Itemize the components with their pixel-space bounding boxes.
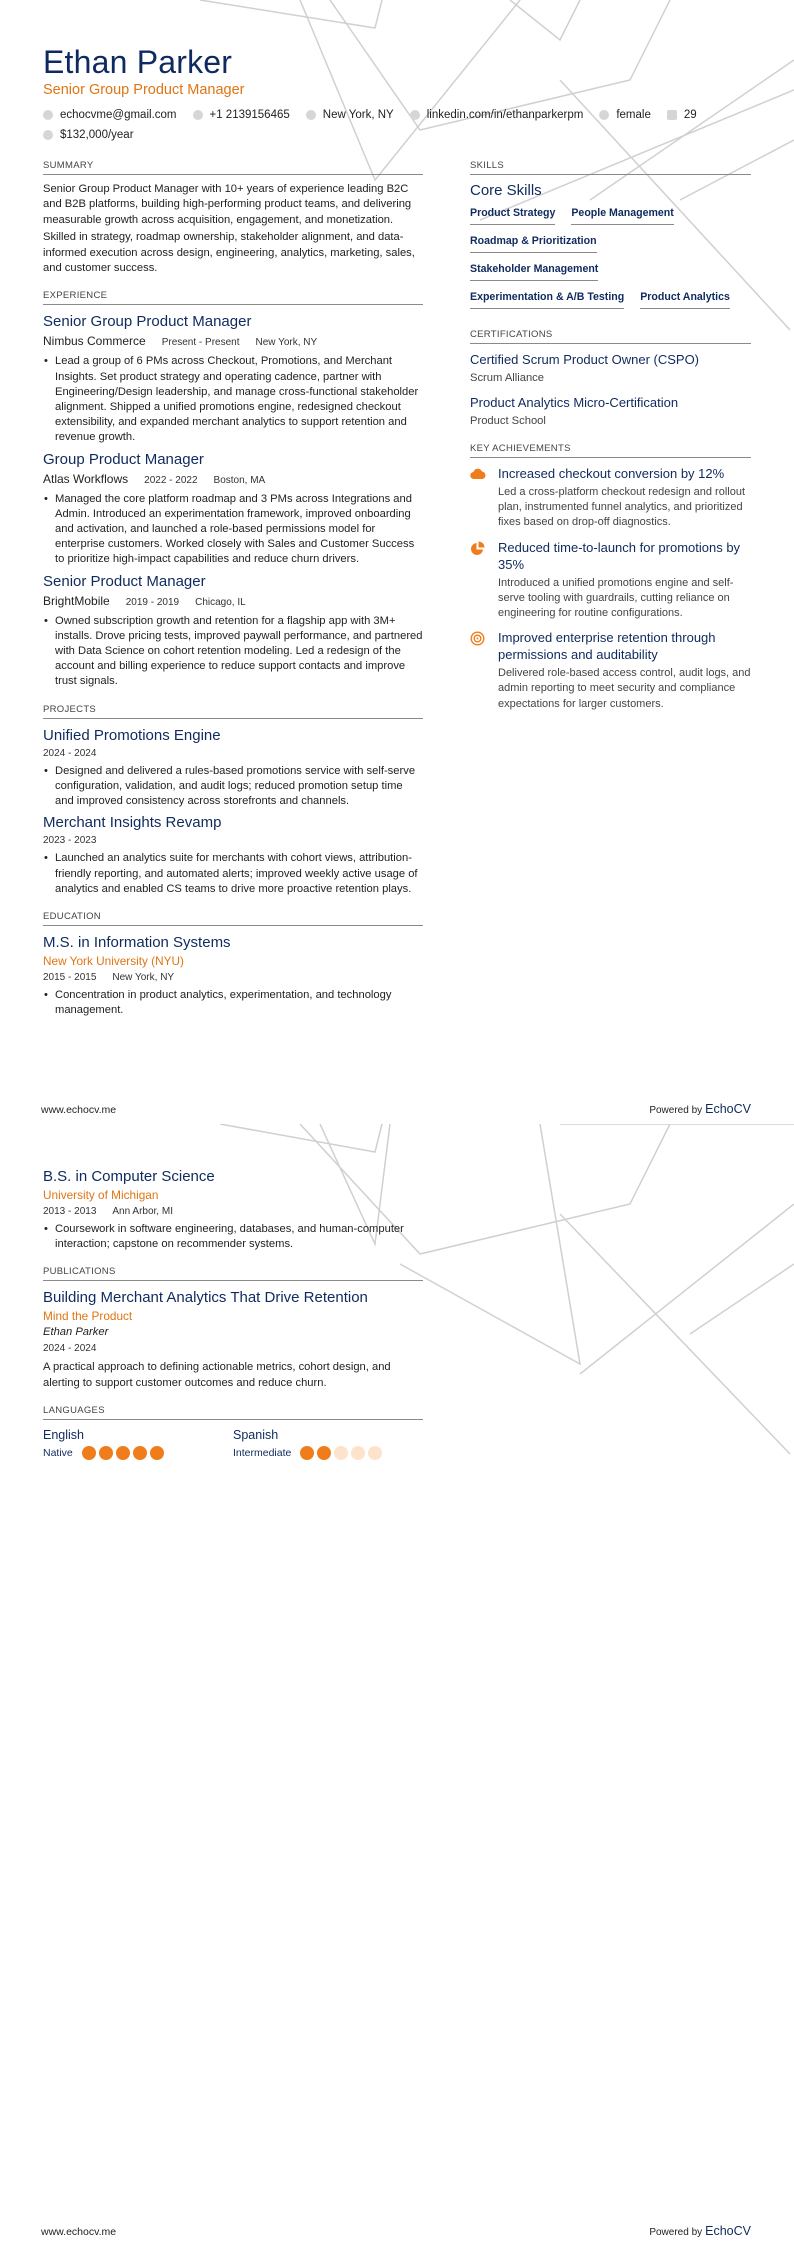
achievement-item <box>470 629 751 712</box>
section-title-projects: PROJECTS <box>43 704 423 719</box>
candidate-title: Senior Group Product Manager <box>43 82 245 98</box>
certification-issuer: Scrum Alliance <box>470 372 544 384</box>
section-title-experience: EXPERIENCE <box>43 290 423 305</box>
achievements-section <box>470 443 751 712</box>
rating-dot-filled <box>99 1446 113 1460</box>
achievement-title: Increased checkout conversion by 12% <box>498 466 725 481</box>
skill-tag: Stakeholder Management <box>470 259 598 281</box>
company-name: BrightMobile <box>43 593 110 608</box>
project-bullet: • Launched an analytics suite for merchants with cohort views, attribution-friendly reporting, and automated alerts; improved weekly active usage of analytics and enabled CS teams to drive more proactive retention plays. <box>43 851 423 897</box>
job-location: New York, NY <box>255 337 318 349</box>
project-dates: 2024 - 2024 <box>43 747 97 759</box>
language-item <box>233 1427 423 1460</box>
company-name: Atlas Workflows <box>43 471 129 486</box>
summary-section <box>43 160 423 276</box>
contact-phone[interactable]: +1 2139156465 <box>193 109 290 121</box>
project-dates: 2023 - 2023 <box>43 835 97 847</box>
education-bullet: • Coursework in software engineering, databases, and human-computer interaction; capstone on recommender systems. <box>43 1222 423 1252</box>
calendar-icon <box>667 110 677 120</box>
certification-issuer: Product School <box>470 415 546 427</box>
publisher-name: Mind the Product <box>43 1309 133 1324</box>
rating-dot-empty <box>368 1446 382 1460</box>
experience-section <box>43 290 423 689</box>
section-title-skills: SKILLS <box>470 160 751 175</box>
job-dates: 2022 - 2022 <box>144 474 198 486</box>
project-entry <box>43 726 423 810</box>
language-rating <box>82 1446 167 1460</box>
contact-gender: female <box>599 109 651 121</box>
experience-entry <box>43 312 423 445</box>
publication-description: A practical approach to defining actionable metrics, cohort design, and alerting to support customer outcomes and reduce churn. <box>43 1361 391 1389</box>
education-dates: 2013 - 2013 <box>43 1206 97 1217</box>
skill-tag: Product Analytics <box>640 287 730 309</box>
skills-list <box>470 203 751 315</box>
language-name: Spanish <box>233 1428 279 1443</box>
language-rating <box>300 1446 385 1460</box>
contact-email[interactable]: echocvme@gmail.com <box>43 109 177 121</box>
job-bullet: • Managed the core platform roadmap and 3 PMs across Integrations and Admin. Introduced an experimentation framework, improved onboarding and activation, and launched a role-based permissions model for enterprise customers. Worked closely with Sales and Customer Success to prioritize high-impact capabilities and reduce churn drivers. <box>43 492 423 568</box>
person-icon <box>599 110 609 120</box>
job-title: Senior Group Product Manager <box>43 313 252 331</box>
resume-page-2 <box>0 1124 794 2246</box>
company-name: Nimbus Commerce <box>43 334 146 349</box>
echocv-brand[interactable]: EchoCV <box>705 2224 751 2238</box>
rating-dot-filled <box>82 1446 96 1460</box>
skill-tag: Experimentation & A/B Testing <box>470 287 624 309</box>
achievement-description: Introduced a unified promotions engine and self-serve tooling with guardrails, cutting reliance on engineering for routine configurations. <box>498 576 734 620</box>
education-location: New York, NY <box>112 971 175 983</box>
language-level: Intermediate <box>233 1447 292 1460</box>
job-location: Boston, MA <box>213 474 266 486</box>
job-bullet: • Lead a group of 6 PMs across Checkout, Promotions, and Merchant Insights. Set product strategy and operating cadence, partner with Engineering/Design leadership, and manage cross-functional stakeholder alignment. Shipped a unified promotions engine, redesigned checkout extensibility, and expanded merchant analytics to support retention and revenue growth. <box>43 354 423 445</box>
language-item <box>43 1427 233 1460</box>
school-name: New York University (NYU) <box>43 953 184 968</box>
section-title-certifications: CERTIFICATIONS <box>470 329 751 344</box>
skill-tag: Product Strategy <box>470 203 555 225</box>
achievement-description: Delivered role-based access control, audit logs, and admin reporting to meet security and compliance expectations for larger customers. <box>498 667 751 710</box>
education-entry <box>43 933 423 1018</box>
achievement-title: Improved enterprise retention through permissions and auditability <box>498 630 716 663</box>
rating-dot-filled <box>150 1446 164 1460</box>
contact-salary: $132,000/year <box>43 129 134 141</box>
footer-powered-by: Powered by EchoCV <box>649 2224 751 2238</box>
achievement-title: Reduced time-to-launch for promotions by 35% <box>498 539 741 572</box>
contact-linkedin[interactable]: linkedin.com/in/ethanparkerpm <box>410 109 584 121</box>
cloud-icon <box>470 465 498 531</box>
education-dates: 2015 - 2015 <box>43 971 97 983</box>
project-entry <box>43 813 423 897</box>
left-column <box>43 160 423 1032</box>
achievement-item <box>470 539 751 622</box>
location-pin-icon <box>306 110 316 120</box>
contact-location: New York, NY <box>306 109 394 121</box>
experience-entry <box>43 450 423 568</box>
languages-section <box>43 1405 423 1460</box>
footer-website[interactable]: www.echocv.me <box>41 1104 117 1116</box>
degree-title: M.S. in Information Systems <box>43 933 231 951</box>
rating-dot-filled <box>317 1446 331 1460</box>
education-section <box>43 911 423 1018</box>
publication-entry <box>43 1288 423 1391</box>
publication-dates: 2024 - 2024 <box>43 1343 97 1355</box>
education-location: Ann Arbor, MI <box>112 1206 173 1217</box>
email-icon <box>43 110 53 120</box>
project-bullet: • Designed and delivered a rules-based promotions service with self-serve configuration, validation, and audit logs; reduced promotion setup time and improved consistency across storefronts and channels. <box>43 764 423 810</box>
project-title: Merchant Insights Revamp <box>43 814 222 832</box>
pie-chart-icon <box>470 539 498 622</box>
certification-title: Certified Scrum Product Owner (CSPO) <box>470 352 700 367</box>
experience-entry <box>43 572 423 690</box>
publication-title: Building Merchant Analytics That Drive Retention <box>43 1289 368 1307</box>
rating-dot-empty <box>334 1446 348 1460</box>
summary-paragraph: Senior Group Product Manager with 10+ years of experience leading B2C and B2B platforms, building high-performing product teams, and delivering measurable growth across acquisition, engagement, and monetization. <box>43 183 412 226</box>
section-title-education: EDUCATION <box>43 911 423 926</box>
education-entry <box>43 1167 423 1252</box>
contact-info <box>43 106 751 146</box>
achievement-item <box>470 465 751 531</box>
candidate-name: Ethan Parker <box>43 44 233 80</box>
job-title: Senior Product Manager <box>43 572 206 590</box>
footer-website[interactable]: www.echocv.me <box>41 2226 117 2238</box>
skill-tag: People Management <box>571 203 673 225</box>
languages-list <box>43 1427 423 1460</box>
skills-section <box>470 160 751 315</box>
job-bullet: • Owned subscription growth and retention for a flagship app with 3M+ installs. Drove pricing tests, improved paywall performance, and partnered with Data Science on cohort retention modeling. Led a redesign of the account and billing experience to reduce support contacts and improve trust signals. <box>43 614 423 690</box>
right-column <box>470 160 751 726</box>
certifications-section <box>470 329 751 429</box>
degree-title: B.S. in Computer Science <box>43 1168 215 1185</box>
contact-age: 29 <box>667 109 697 121</box>
publication-author: Ethan Parker <box>43 1326 109 1339</box>
skill-tag: Roadmap & Prioritization <box>470 231 597 253</box>
education-bullet: • Concentration in product analytics, experimentation, and technology management. <box>43 988 423 1018</box>
language-level: Native <box>43 1447 73 1460</box>
section-title-achievements: KEY ACHIEVEMENTS <box>470 443 751 458</box>
rating-dot-filled <box>116 1446 130 1460</box>
rating-dot-filled <box>133 1446 147 1460</box>
phone-icon <box>193 110 203 120</box>
page-2-left-column <box>43 1164 423 1474</box>
section-title-publications: PUBLICATIONS <box>43 1266 423 1281</box>
job-dates: 2019 - 2019 <box>125 596 180 608</box>
summary-paragraph: Skilled in strategy, roadmap ownership, stakeholder alignment, and data-informed execution across design, engineering, analytics, marketing, sales, and customer success. <box>43 231 415 275</box>
projects-section <box>43 704 423 897</box>
project-title: Unified Promotions Engine <box>43 726 221 744</box>
school-name: University of Michigan <box>43 1188 159 1202</box>
skills-group-title: Core Skills <box>470 182 542 199</box>
job-dates: Present - Present <box>161 337 240 349</box>
job-title: Group Product Manager <box>43 450 204 468</box>
link-icon <box>410 110 420 120</box>
language-name: English <box>43 1428 84 1443</box>
footer-powered-by: Powered by EchoCV <box>649 1102 751 1116</box>
rating-dot-filled <box>300 1446 314 1460</box>
section-title-summary: SUMMARY <box>43 160 423 175</box>
education-continued-section <box>43 1167 423 1252</box>
section-title-languages: LANGUAGES <box>43 1405 423 1420</box>
echocv-brand[interactable]: EchoCV <box>705 1102 751 1116</box>
rating-dot-empty <box>351 1446 365 1460</box>
target-icon <box>470 629 498 712</box>
job-location: Chicago, IL <box>195 596 246 608</box>
certification-title: Product Analytics Micro-Certification <box>470 395 679 410</box>
achievement-description: Led a cross-platform checkout redesign and rollout plan, instrumented funnel analytics, and prioritized fixes based on drop-off diagnostics. <box>498 486 746 529</box>
publications-section <box>43 1266 423 1391</box>
salary-icon <box>43 130 53 140</box>
